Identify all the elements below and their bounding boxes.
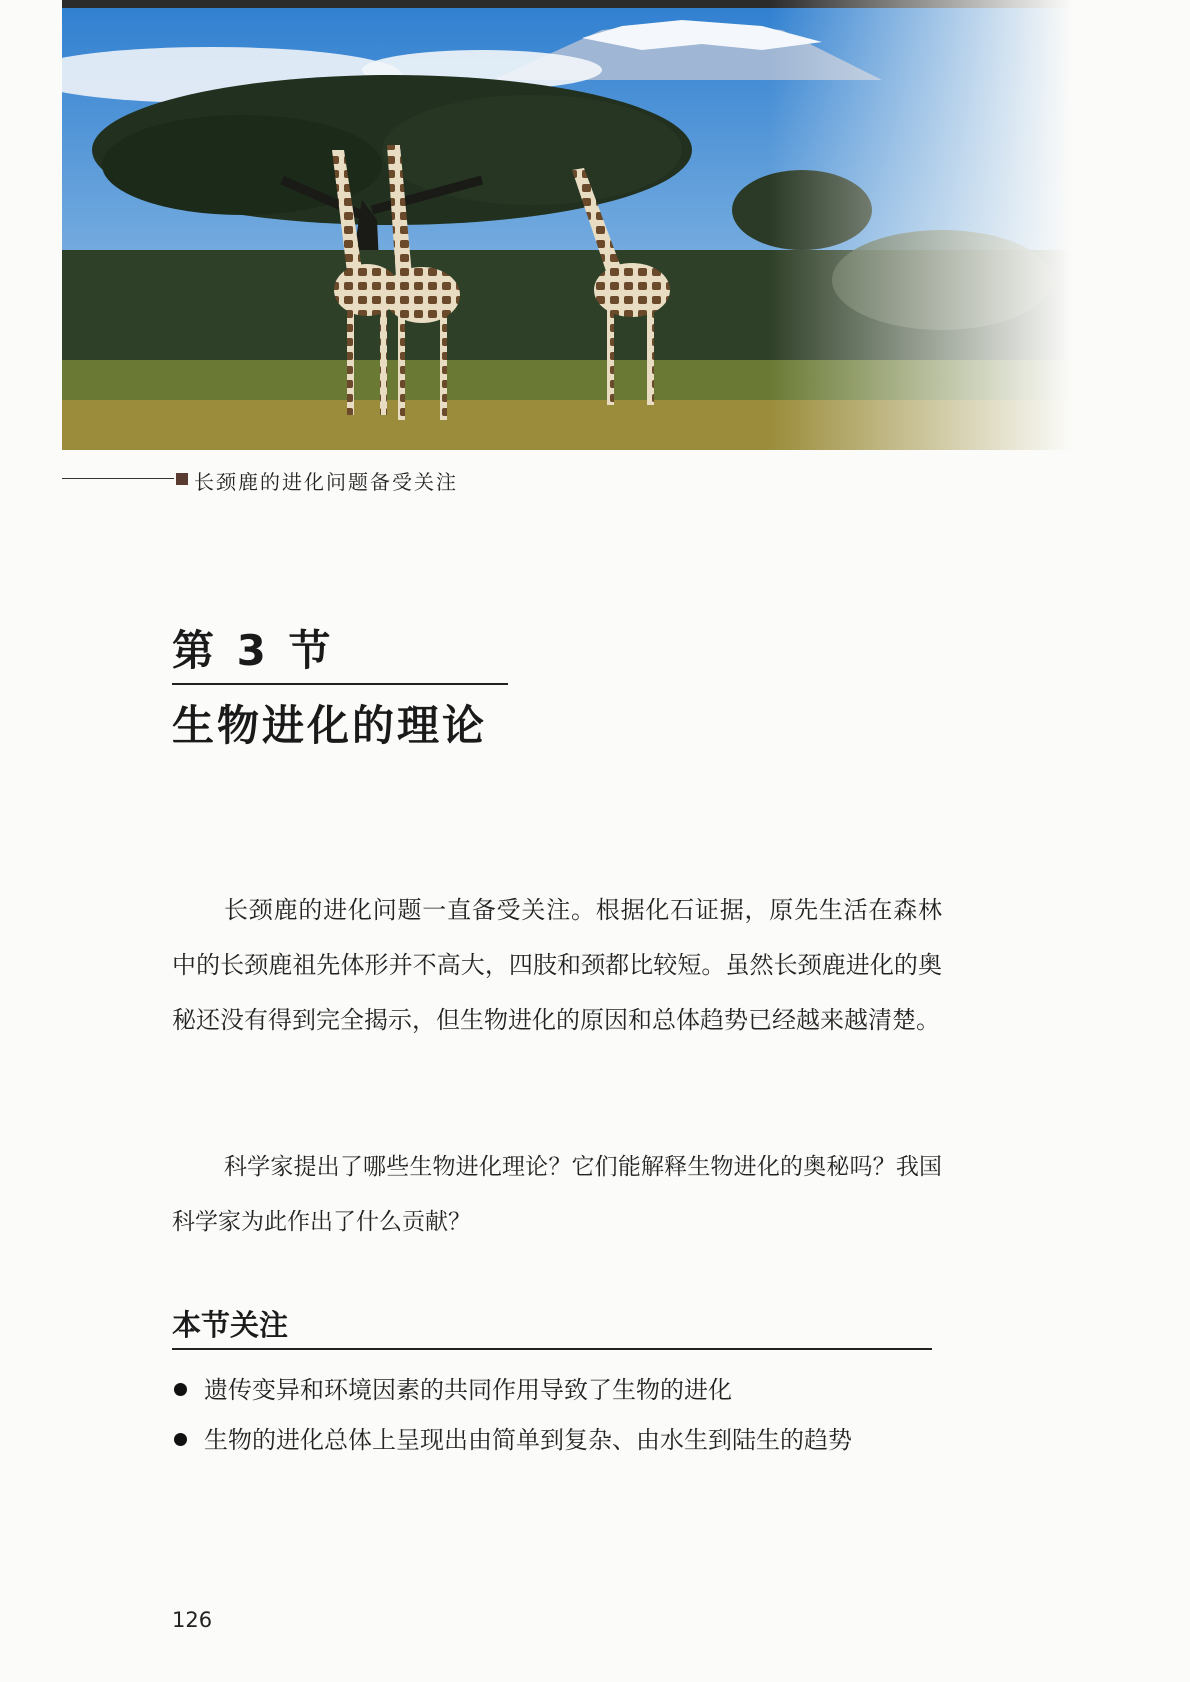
bullet-icon bbox=[174, 1433, 187, 1446]
intro-paragraph: 长颈鹿的进化问题一直备受关注。根据化石证据，原先生活在森林中的长颈鹿祖先体形并不高大，四肢和颈都比较短。虽然长颈鹿进化的奥秘还没有得到完全揭示，但生物进化的原因和总体趋势已经越来越清楚。 bbox=[172, 896, 942, 1034]
page-number: 126 bbox=[172, 1608, 213, 1632]
focus-rule bbox=[172, 1348, 932, 1350]
list-item bbox=[172, 1415, 852, 1465]
list-item bbox=[172, 1365, 852, 1415]
focus-heading: 本节关注 bbox=[172, 1308, 289, 1342]
caption-square-icon bbox=[176, 473, 188, 485]
focus-item-text: 遗传变异和环境因素的共同作用导致了生物的进化 bbox=[204, 1376, 732, 1404]
focus-list bbox=[172, 1365, 852, 1465]
bullet-icon bbox=[174, 1383, 187, 1396]
focus-item-text: 生物的进化总体上呈现出由简单到复杂、由水生到陆生的趋势 bbox=[204, 1426, 852, 1454]
caption-rule bbox=[62, 478, 174, 479]
question-paragraph: 科学家提出了哪些生物进化理论？它们能解释生物进化的奥秘吗？我国科学家为此作出了什么贡献？ bbox=[172, 1154, 942, 1235]
section-title: 生物进化的理论 bbox=[172, 701, 488, 750]
photo-caption: 长颈鹿的进化问题备受关注 bbox=[194, 470, 458, 494]
section-number: 第 3 节 bbox=[172, 626, 335, 675]
title-rule bbox=[172, 683, 508, 685]
giraffes-savanna-photo bbox=[62, 0, 1072, 450]
